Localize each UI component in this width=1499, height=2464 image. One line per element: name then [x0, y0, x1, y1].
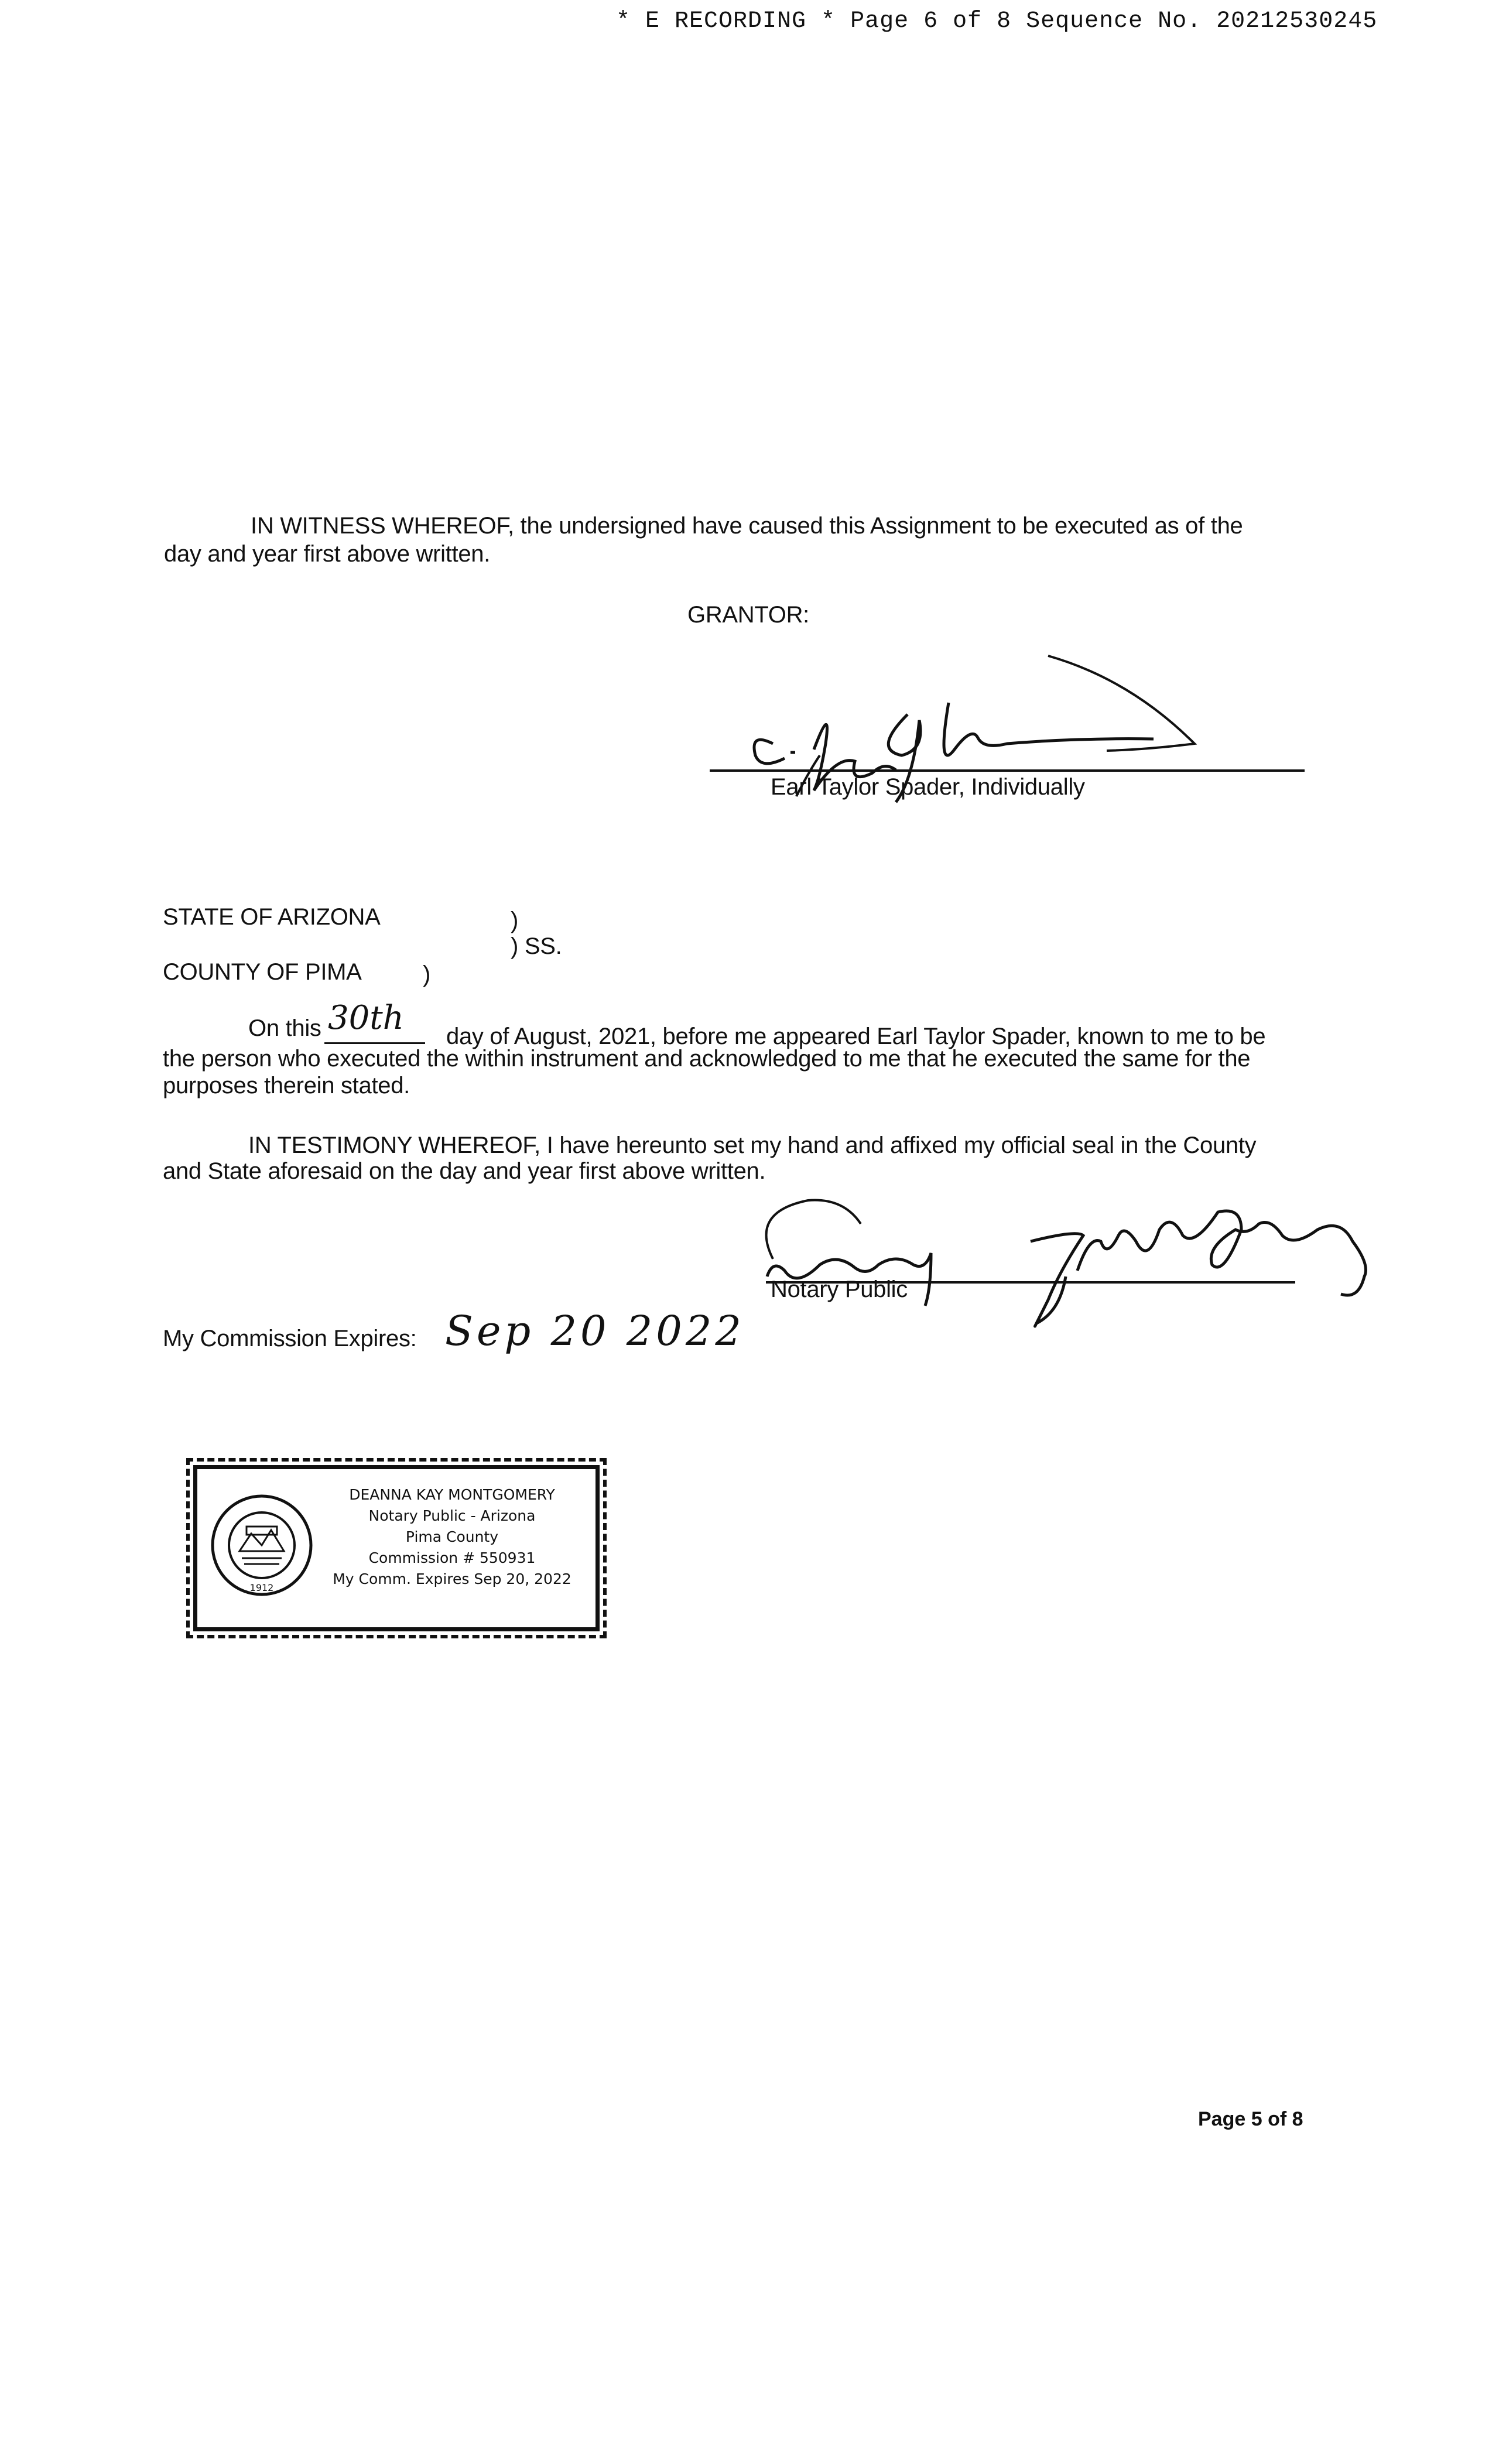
seal-commission: Commission # 550931 [368, 1549, 536, 1566]
grantor-signer-name: Earl Taylor Spader, Individually [771, 774, 1085, 800]
venue-state-paren: ) [511, 908, 519, 933]
seal-emblem-year: 1912 [249, 1582, 274, 1593]
grantor-signature [703, 644, 1288, 890]
grantor-label: GRANTOR: [687, 602, 809, 628]
venue-state: STATE OF ARIZONA [163, 904, 381, 930]
testimony-line-2: and State aforesaid on the day and year first above written. [163, 1158, 766, 1184]
venue-county-paren: ) [423, 961, 431, 987]
seal-name: DEANNA KAY MONTGOMERY [349, 1486, 555, 1503]
ack-line-2: the person who executed the within instrument and acknowledged to me that he executed the same for the [163, 1046, 1251, 1072]
witness-line-1: IN WITNESS WHEREOF, the undersigned have caused this Assignment to be executed as of the [251, 513, 1243, 539]
venue-ss: ) SS. [511, 933, 562, 959]
seal-expires: My Comm. Expires Sep 20, 2022 [333, 1570, 571, 1587]
recording-header: * E RECORDING * Page 6 of 8 Sequence No. 20212530245 [616, 8, 1378, 35]
notary-seal-stamp [193, 1465, 600, 1631]
seal-county: Pima County [405, 1528, 499, 1545]
state-seal-emblem [209, 1493, 314, 1598]
notary-signature [703, 1171, 1440, 1358]
venue-county: COUNTY OF PIMA [163, 959, 362, 985]
testimony-line-1: IN TESTIMONY WHEREOF, I have hereunto set my hand and affixed my official seal in the County [248, 1132, 1257, 1158]
commission-handwritten-date: Sep 20 2022 [445, 1307, 745, 1355]
grantor-signature-line [710, 769, 1305, 772]
commission-label: My Commission Expires: [163, 1326, 417, 1351]
ack-day-written: 30th [328, 999, 404, 1037]
ack-line-1: day of August, 2021, before me appeared Earl Taylor Spader, known to me to be [446, 1024, 1266, 1049]
ack-day-blank [324, 1042, 425, 1044]
ack-line-3: purposes therein stated. [163, 1073, 410, 1098]
ack-on-this: On this [248, 1015, 321, 1041]
seal-title: Notary Public - Arizona [368, 1507, 536, 1524]
witness-line-2: day and year first above written. [164, 541, 491, 567]
page-number: Page 5 of 8 [1198, 2108, 1303, 2130]
notary-title: Notary Public [771, 1277, 908, 1302]
